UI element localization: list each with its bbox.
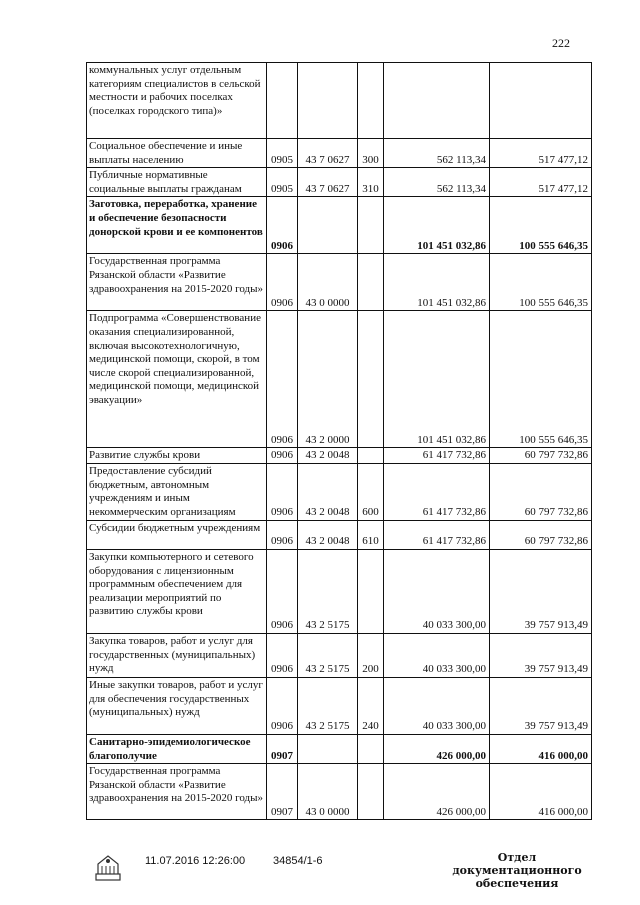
row-expense-type — [358, 764, 384, 820]
row-target-code — [298, 63, 358, 139]
budget-table — [86, 62, 592, 820]
row-amount-1: 61 417 732,86 — [384, 463, 490, 520]
row-amount-1: 101 451 032,86 — [384, 254, 490, 311]
row-expense-type: 610 — [358, 520, 384, 549]
row-section-code: 0907 — [267, 734, 298, 763]
row-target-code: 43 2 0048 — [298, 520, 358, 549]
row-expense-type: 240 — [358, 677, 384, 734]
row-section-code: 0906 — [267, 549, 298, 633]
row-section-code: 0906 — [267, 254, 298, 311]
row-name: Заготовка, переработка, хранение и обеспечение безопасности донорской крови и ее компонентов — [87, 197, 267, 254]
row-expense-type — [358, 549, 384, 633]
row-name: Закупки компьютерного и сетевого оборудования с лицензионным программным обеспечением для реализации мероприятий по развитию службы крови — [87, 549, 267, 633]
row-target-code: 43 2 0048 — [298, 448, 358, 464]
table-row — [87, 63, 592, 139]
row-section-code — [267, 63, 298, 139]
row-expense-type: 300 — [358, 139, 384, 168]
row-name: Закупка товаров, работ и услуг для государственных (муниципальных) нужд — [87, 633, 267, 677]
row-amount-2: 39 757 913,49 — [490, 633, 592, 677]
row-amount-2: 416 000,00 — [490, 764, 592, 820]
row-expense-type — [358, 734, 384, 763]
row-section-code: 0906 — [267, 677, 298, 734]
row-name: Субсидии бюджетным учреждениям — [87, 520, 267, 549]
table-row — [87, 549, 592, 633]
row-amount-1: 40 033 300,00 — [384, 549, 490, 633]
table-row — [87, 734, 592, 763]
row-section-code: 0907 — [267, 764, 298, 820]
row-expense-type — [358, 448, 384, 464]
row-section-code: 0906 — [267, 197, 298, 254]
row-amount-2: 39 757 913,49 — [490, 677, 592, 734]
table-row — [87, 139, 592, 168]
page-number: 222 — [552, 36, 570, 50]
row-name: Иные закупки товаров, работ и услуг для обеспечения государственных (муниципальных) нужд — [87, 677, 267, 734]
row-name: Подпрограмма «Совершенствование оказания специализированной, включая высокотехнологичную, медицинской помощи, скорой, в том числе скорой специализированной, медицинской помощи, медицинской эвакуации» — [87, 311, 267, 448]
table-row — [87, 197, 592, 254]
row-amount-1: 426 000,00 — [384, 764, 490, 820]
emblem-icon — [90, 848, 126, 884]
row-name: Развитие службы крови — [87, 448, 267, 464]
table-row — [87, 520, 592, 549]
row-amount-2: 416 000,00 — [490, 734, 592, 763]
table-row — [87, 311, 592, 448]
row-amount-2: 517 477,12 — [490, 168, 592, 197]
row-amount-1 — [384, 63, 490, 139]
row-expense-type: 310 — [358, 168, 384, 197]
row-amount-1: 562 113,34 — [384, 168, 490, 197]
row-amount-2: 60 797 732,86 — [490, 463, 592, 520]
row-amount-2: 60 797 732,86 — [490, 448, 592, 464]
row-amount-1: 101 451 032,86 — [384, 311, 490, 448]
row-name: Санитарно-эпидемиологическое благополучие — [87, 734, 267, 763]
table-row — [87, 254, 592, 311]
row-section-code: 0905 — [267, 168, 298, 197]
row-target-code: 43 7 0627 — [298, 168, 358, 197]
row-amount-1: 61 417 732,86 — [384, 520, 490, 549]
row-section-code: 0905 — [267, 139, 298, 168]
row-target-code: 43 2 5175 — [298, 677, 358, 734]
table-row — [87, 463, 592, 520]
row-target-code: 43 2 0048 — [298, 463, 358, 520]
row-section-code: 0906 — [267, 633, 298, 677]
row-target-code: 43 0 0000 — [298, 764, 358, 820]
table-row — [87, 677, 592, 734]
row-target-code: 43 7 0627 — [298, 139, 358, 168]
row-name: Публичные нормативные социальные выплаты гражданам — [87, 168, 267, 197]
row-amount-2: 100 555 646,35 — [490, 311, 592, 448]
row-amount-1: 101 451 032,86 — [384, 197, 490, 254]
budget-table-body — [87, 63, 592, 820]
row-target-code: 43 2 0000 — [298, 311, 358, 448]
footer-department: Отдел документационного обеспечения — [452, 851, 582, 890]
row-target-code — [298, 197, 358, 254]
row-amount-1: 562 113,34 — [384, 139, 490, 168]
row-amount-1: 40 033 300,00 — [384, 677, 490, 734]
table-row — [87, 764, 592, 820]
row-amount-1: 426 000,00 — [384, 734, 490, 763]
row-section-code: 0906 — [267, 311, 298, 448]
row-expense-type — [358, 254, 384, 311]
row-expense-type — [358, 63, 384, 139]
row-section-code: 0906 — [267, 448, 298, 464]
row-name: коммунальных услуг отдельным категориям специалистов в сельской местности и рабочих поселках (поселках городского типа)» — [87, 63, 267, 139]
row-target-code — [298, 734, 358, 763]
table-row — [87, 633, 592, 677]
row-expense-type: 600 — [358, 463, 384, 520]
row-amount-2: 39 757 913,49 — [490, 549, 592, 633]
row-amount-2: 100 555 646,35 — [490, 197, 592, 254]
row-section-code: 0906 — [267, 463, 298, 520]
row-name: Социальное обеспечение и иные выплаты населению — [87, 139, 267, 168]
table-row — [87, 448, 592, 464]
footer-date: 11.07.2016 12:26:00 — [145, 855, 246, 867]
row-section-code: 0906 — [267, 520, 298, 549]
row-expense-type: 200 — [358, 633, 384, 677]
row-amount-2: 60 797 732,86 — [490, 520, 592, 549]
row-amount-1: 40 033 300,00 — [384, 633, 490, 677]
table-row — [87, 168, 592, 197]
row-amount-2: 517 477,12 — [490, 139, 592, 168]
row-name: Государственная программа Рязанской области «Развитие здравоохранения на 2015-2020 годы» — [87, 254, 267, 311]
row-amount-2 — [490, 63, 592, 139]
row-target-code: 43 0 0000 — [298, 254, 358, 311]
row-expense-type — [358, 197, 384, 254]
row-target-code: 43 2 5175 — [298, 633, 358, 677]
row-amount-1: 61 417 732,86 — [384, 448, 490, 464]
row-target-code: 43 2 5175 — [298, 549, 358, 633]
row-amount-2: 100 555 646,35 — [490, 254, 592, 311]
row-name: Предоставление субсидий бюджетным, автономным учреждениям и иным некоммерческим организациям — [87, 463, 267, 520]
footer-code: 34854/1-6 — [273, 855, 323, 867]
row-expense-type — [358, 311, 384, 448]
row-name: Государственная программа Рязанской области «Развитие здравоохранения на 2015-2020 годы» — [87, 764, 267, 820]
